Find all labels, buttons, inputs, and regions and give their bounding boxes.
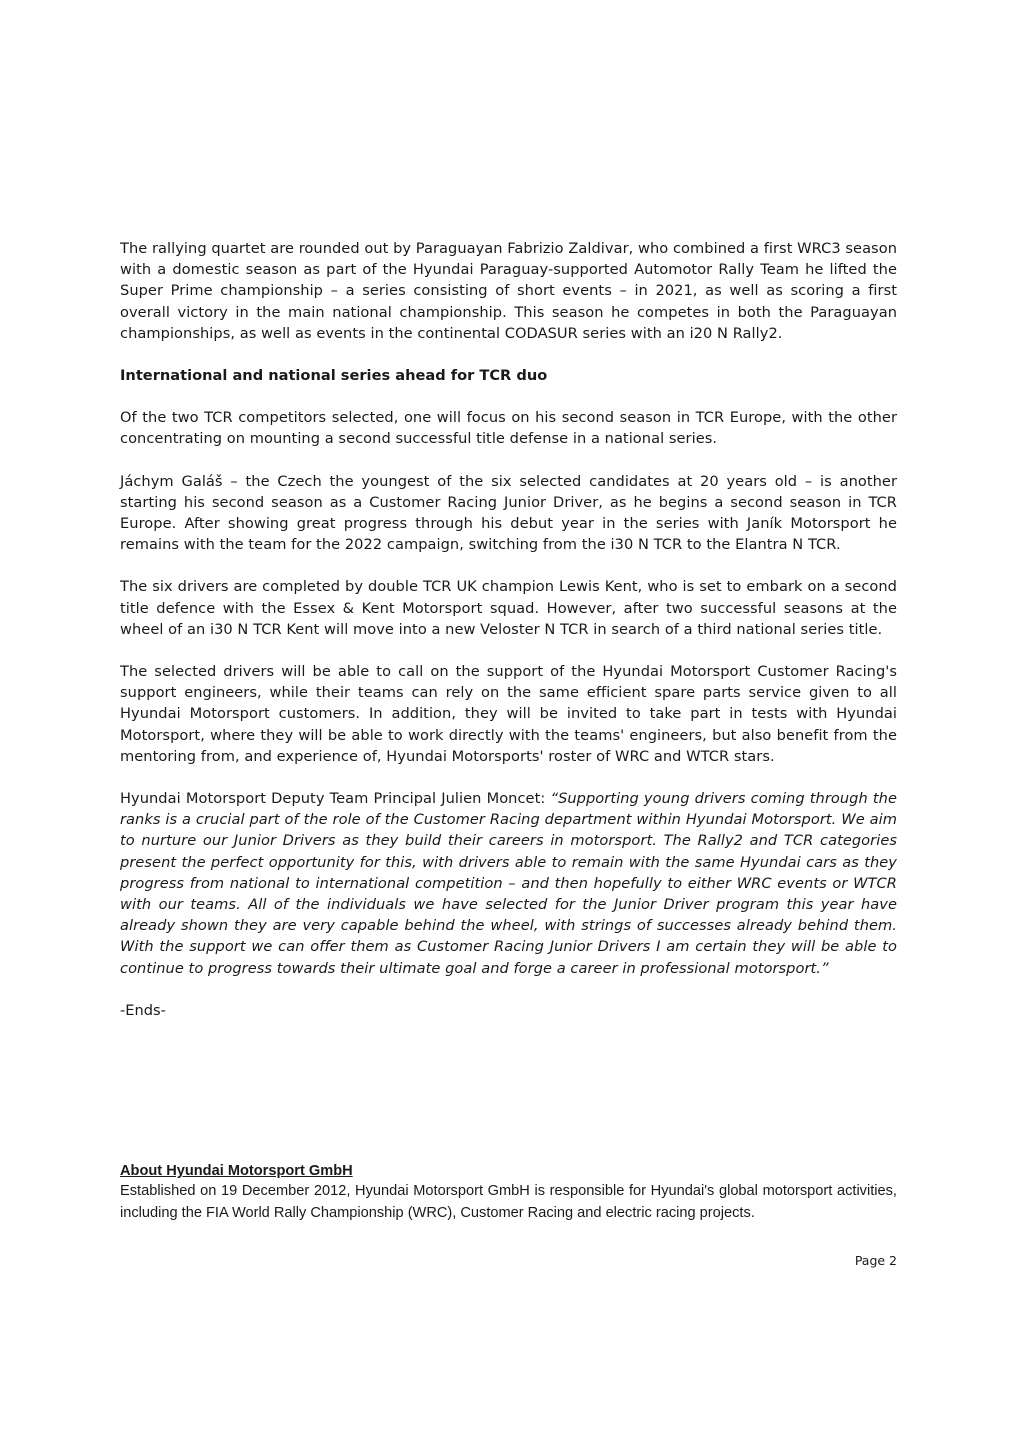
paragraph-tcr-competitors: Of the two TCR competitors selected, one will focus on his second season in TCR Europe, with the other concentrating on mounting a second successful title defense in a national series. xyxy=(120,409,897,448)
about-section xyxy=(120,1161,897,1224)
document-body xyxy=(120,238,897,1021)
about-title: About Hyundai Motorsport GmbH xyxy=(120,1163,353,1179)
about-text: Established on 19 December 2012, Hyundai Motorsport GmbH is responsible for Hyundai's global motorsport activities, including the FIA World Rally Championship (WRC), Customer Racing and electric racing projects. xyxy=(120,1183,897,1221)
paragraph-kent: The six drivers are completed by double TCR UK champion Lewis Kent, who is set to embark on a second title defence with the Essex & Kent Motorsport squad. However, after two successful seasons at the wheel of an i30 N TCR Kent will move into a new Veloster N TCR in search of a third national series title. xyxy=(120,578,897,638)
paragraph-quote xyxy=(120,788,897,979)
quote-text: “Supporting young drivers coming through the ranks is a crucial part of the role of the Customer Racing department within Hyundai Motorsport. We aim to nurture our Junior Drivers as they build their careers in motorsport. The Rally2 and TCR categories present the perfect opportunity for this, with drivers able to remain with the same Hyundai cars as they progress from national to international competition – and then hopefully to either WRC events or WTCR with our teams. All of the individuals we have selected for the Junior Driver program this year have already shown they are very capable behind the wheel, with strings of successes already behind them. With the support we can offer them as Customer Racing Junior Drivers I am certain they will be able to continue to progress towards their ultimate goal and forge a career in professional motorsport.” xyxy=(120,790,897,977)
paragraph-zaldivar: The rallying quartet are rounded out by Paraguayan Fabrizio Zaldivar, who combined a first WRC3 season with a domestic season as part of the Hyundai Paraguay-supported Automotor Rally Team he lifted the Super Prime championship – a series consisting of short events – in 2021, as well as scoring a first overall victory in the main national championship. This season he competes in both the Paraguayan championships, as well as events in the continental CODASUR series with an i20 N Rally2. xyxy=(120,240,897,342)
paragraph-galas: Jáchym Galáš – the Czech the youngest of the six selected candidates at 20 years old – is another starting his second season as a Customer Racing Junior Driver, as he begins a second season in TCR Europe. After showing great progress through his debut year in the series with Janík Motorsport he remains with the team for the 2022 campaign, switching from the i30 N TCR to the Elantra N TCR. xyxy=(120,472,897,554)
paragraph-support: The selected drivers will be able to call on the support of the Hyundai Motorsport Customer Racing's support engineers, while their teams can rely on the same efficient spare parts service given to all Hyundai Motorsport customers. In addition, they will be invited to take part in tests with Hyundai Motorsport, where they will be able to work directly with the teams' engineers, but also benefit from the mentoring from, and experience of, Hyundai Motorsports' roster of WRC and WTCR stars. xyxy=(120,663,897,765)
ends-marker: -Ends- xyxy=(120,1001,166,1019)
page-number: Page 2 xyxy=(854,1253,897,1268)
section-heading: International and national series ahead for TCR duo xyxy=(120,367,548,385)
quote-intro: Hyundai Motorsport Deputy Team Principal Julien Moncet: xyxy=(120,790,551,808)
